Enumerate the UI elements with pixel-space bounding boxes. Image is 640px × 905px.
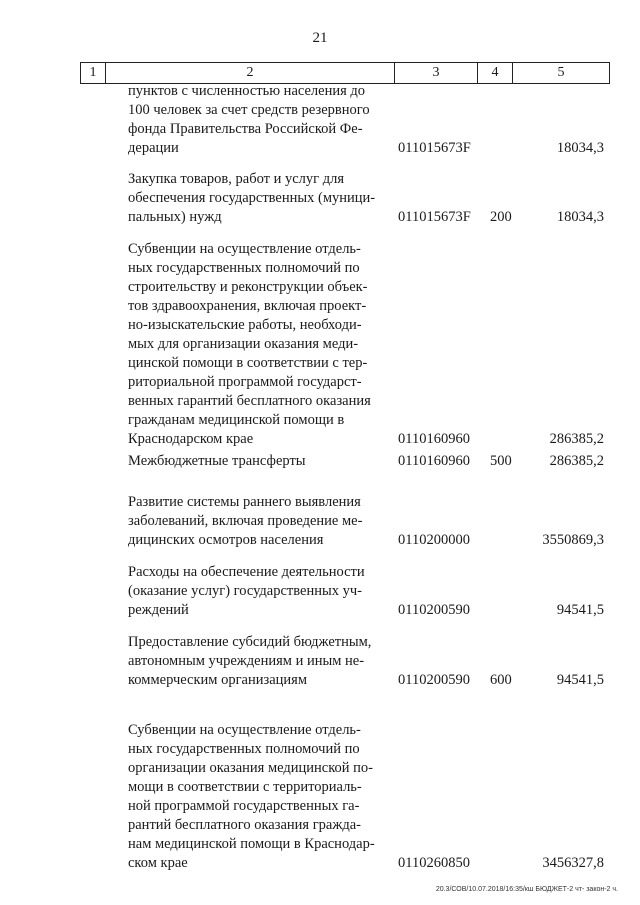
description-line: Краснодарском крае bbox=[128, 431, 254, 447]
col-header-3: 3 bbox=[395, 63, 478, 84]
description-line: дерации bbox=[128, 140, 179, 156]
page-number: 21 bbox=[312, 30, 328, 46]
description-line: дицинских осмотров населения bbox=[128, 532, 324, 548]
row-amount: 94541,5 bbox=[556, 602, 604, 618]
description-line: рантий бесплатного оказания гражда- bbox=[128, 817, 361, 833]
footer-note: 20.3/СОВ/10.07.2018/16:35/кш БЮДЖЕТ-2 чт- закон-2 ч. bbox=[435, 886, 618, 893]
description-line: Расходы на обеспечение деятельности bbox=[128, 564, 365, 580]
description-line: Межбюджетные трансферты bbox=[128, 453, 306, 469]
row-description bbox=[128, 170, 390, 227]
col-header-4: 4 bbox=[478, 63, 513, 84]
row-description bbox=[128, 240, 390, 449]
row-description bbox=[128, 633, 390, 690]
description-line: обеспечения государственных (муници- bbox=[128, 190, 376, 206]
col-header-5: 5 bbox=[513, 63, 610, 84]
row-code: 0110160960 bbox=[398, 431, 470, 447]
row-amount: 3550869,3 bbox=[542, 532, 604, 548]
description-line: автономным учреждениям и иным не- bbox=[128, 653, 365, 669]
description-line: ском крае bbox=[128, 855, 188, 871]
row-code: 011015673F bbox=[398, 209, 471, 225]
row-code: 0110160960 bbox=[398, 453, 470, 469]
description-line: пальных) нужд bbox=[128, 209, 222, 225]
row-code: 011015673F bbox=[398, 140, 471, 156]
row-code: 0110200000 bbox=[398, 532, 470, 548]
description-line: нам медицинской помощи в Краснодар- bbox=[128, 836, 375, 852]
row-amount: 18034,3 bbox=[556, 140, 604, 156]
description-line: мощи в соответствии с территориаль- bbox=[128, 779, 362, 795]
row-code: 0110200590 bbox=[398, 602, 470, 618]
description-line: Субвенции на осуществление отдель- bbox=[128, 241, 361, 257]
column-header bbox=[80, 62, 610, 84]
description-line: ной программой государственных га- bbox=[128, 798, 360, 814]
row-amount: 94541,5 bbox=[556, 672, 604, 688]
description-line: Развитие системы раннего выявления bbox=[128, 494, 361, 510]
row-amount: 286385,2 bbox=[549, 453, 604, 469]
description-line: (оказание услуг) государственных уч- bbox=[128, 583, 362, 599]
description-line: Субвенции на осуществление отдель- bbox=[128, 722, 361, 738]
description-line: но-изыскательские работы, необходи- bbox=[128, 317, 362, 333]
description-line: ных государственных полномочий по bbox=[128, 260, 360, 276]
description-line: 100 человек за счет средств резервного bbox=[128, 102, 370, 118]
col-header-1: 1 bbox=[81, 63, 106, 84]
description-line: реждений bbox=[128, 602, 189, 618]
description-line: коммерческим организациям bbox=[128, 672, 308, 688]
description-line: гражданам медицинской помощи в bbox=[128, 412, 345, 428]
row-code: 0110200590 bbox=[398, 672, 470, 688]
row-description bbox=[128, 82, 390, 158]
description-line: ных государственных полномочий по bbox=[128, 741, 360, 757]
row-description bbox=[128, 721, 390, 873]
description-line: цинской помощи в соответствии с тер- bbox=[128, 355, 368, 371]
description-line: фонда Правительства Российской Фе- bbox=[128, 121, 363, 137]
description-line: мых для организации оказания меди- bbox=[128, 336, 359, 352]
description-line: организации оказания медицинской по- bbox=[128, 760, 374, 776]
row-amount: 3456327,8 bbox=[542, 855, 604, 871]
description-line: заболеваний, включая проведение ме- bbox=[128, 513, 363, 529]
description-line: пунктов с численностью населения до bbox=[128, 83, 366, 99]
row-amount: 18034,3 bbox=[556, 209, 604, 225]
row-description bbox=[128, 452, 390, 471]
row-amount: 286385,2 bbox=[549, 431, 604, 447]
row-code: 0110260850 bbox=[398, 855, 470, 871]
row-expense-type: 600 bbox=[490, 672, 512, 688]
row-description bbox=[128, 563, 390, 620]
row-description bbox=[128, 493, 390, 550]
row-expense-type: 200 bbox=[490, 209, 512, 225]
description-line: строительству и реконструкции объек- bbox=[128, 279, 368, 295]
description-line: Закупка товаров, работ и услуг для bbox=[128, 171, 345, 187]
description-line: тов здравоохранения, включая проект- bbox=[128, 298, 367, 314]
description-line: риториальной программой государст- bbox=[128, 374, 362, 390]
col-header-2: 2 bbox=[106, 63, 395, 84]
description-line: венных гарантий бесплатного оказания bbox=[128, 393, 371, 409]
description-line: Предоставление субсидий бюджетным, bbox=[128, 634, 372, 650]
row-expense-type: 500 bbox=[490, 453, 512, 469]
